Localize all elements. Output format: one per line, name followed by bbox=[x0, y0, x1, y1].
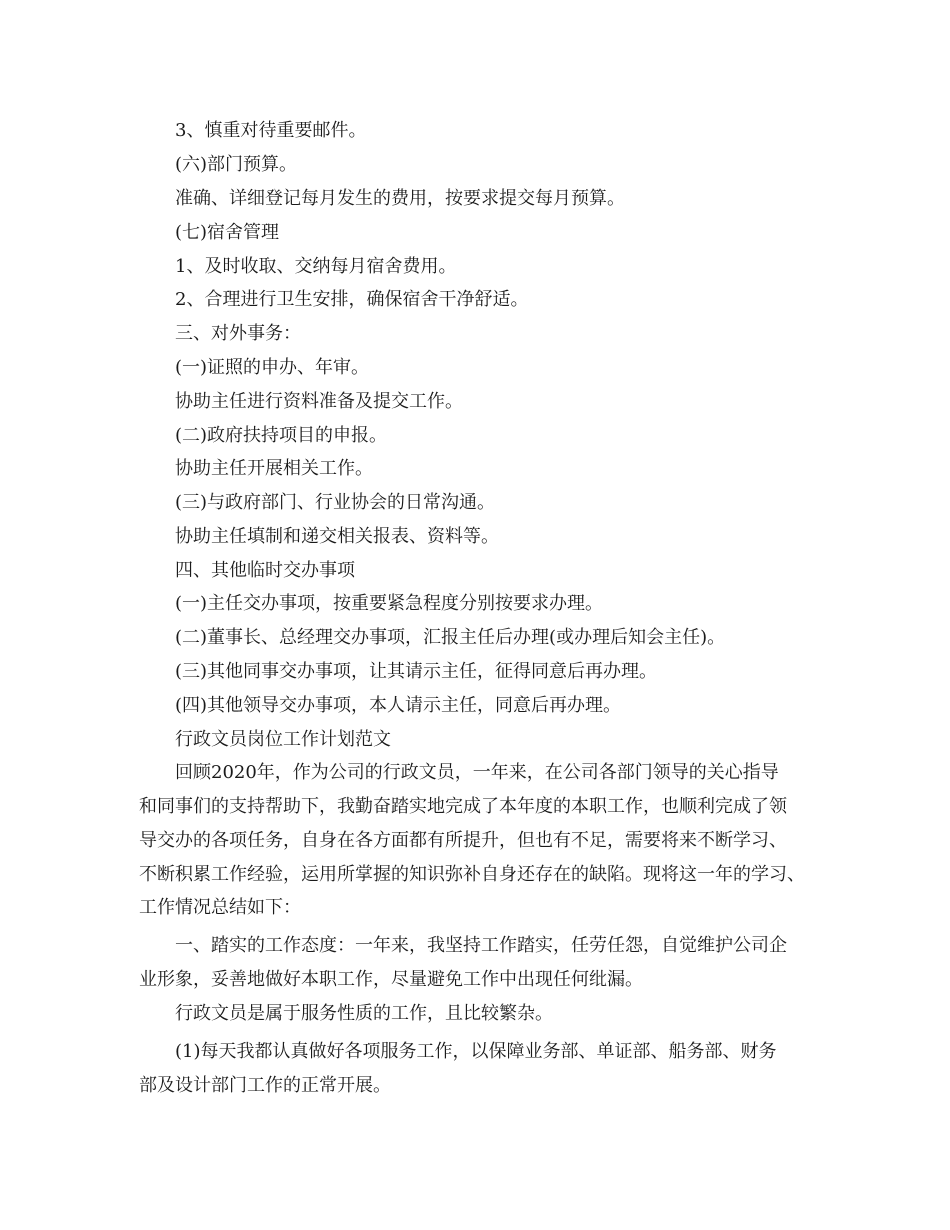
paragraph-line: 行政文员是属于服务性质的工作，且比较繁杂。 bbox=[175, 1003, 553, 1024]
section-heading: (七)宿舍管理 bbox=[175, 222, 280, 243]
text-line: (三)其他同事交办事项，让其请示主任，征得同意后再办理。 bbox=[175, 661, 658, 682]
paragraph-line: 不断积累工作经验，运用所掌握的知识弥补自身还存在的缺陷。现将这一年的学习、 bbox=[139, 864, 805, 885]
text-line: (一)主任交办事项，按重要紧急程度分别按要求办理。 bbox=[175, 593, 604, 614]
section-heading: 三、对外事务： bbox=[175, 323, 301, 344]
article-title: 行政文员岗位工作计划范文 bbox=[175, 729, 391, 750]
section-heading: (二)政府扶持项目的申报。 bbox=[175, 425, 388, 446]
section-heading: (六)部门预算。 bbox=[175, 154, 298, 175]
text-line: 协助主任进行资料准备及提交工作。 bbox=[175, 391, 463, 412]
section-heading: 四、其他临时交办事项 bbox=[175, 560, 355, 581]
text-line: 准确、详细登记每月发生的费用，按要求提交每月预算。 bbox=[175, 188, 625, 209]
paragraph-line: 导交办的各项任务，自身在各方面都有所提升，但也有不足，需要将来不断学习、 bbox=[139, 830, 787, 851]
text-line: 协助主任填制和递交相关报表、资料等。 bbox=[175, 526, 499, 547]
text-line: 2、合理进行卫生安排，确保宿舍干净舒适。 bbox=[175, 289, 529, 310]
paragraph-line: 工作情况总结如下： bbox=[139, 897, 301, 918]
paragraph-line: 和同事们的支持帮助下，我勤奋踏实地完成了本年度的本职工作，也顺利完成了领 bbox=[139, 796, 787, 817]
text-line: 3、慎重对待重要邮件。 bbox=[175, 120, 367, 141]
paragraph-line: 部及设计部门工作的正常开展。 bbox=[139, 1075, 391, 1096]
text-line: (四)其他领导交办事项，本人请示主任，同意后再办理。 bbox=[175, 695, 622, 716]
text-line: 协助主任开展相关工作。 bbox=[175, 458, 373, 479]
text-line: 1、及时收取、交纳每月宿舍费用。 bbox=[175, 256, 457, 277]
paragraph-line: 业形象，妥善地做好本职工作，尽量避免工作中出现任何纰漏。 bbox=[139, 969, 643, 990]
section-heading: (一)证照的申办、年审。 bbox=[175, 357, 370, 378]
paragraph-line: 回顾2020年，作为公司的行政文员，一年来，在公司各部门领导的关心指导 bbox=[175, 762, 779, 783]
paragraph-line: 一、踏实的工作态度：一年来，我坚持工作踏实，任劳任怨，自觉维护公司企 bbox=[175, 935, 787, 956]
text-line: (二)董事长、总经理交办事项，汇报主任后办理(或办理后知会主任)。 bbox=[175, 627, 726, 648]
paragraph-line: (1)每天我都认真做好各项服务工作，以保障业务部、单证部、船务部、财务 bbox=[175, 1041, 777, 1062]
section-heading: (三)与政府部门、行业协会的日常沟通。 bbox=[175, 492, 496, 513]
